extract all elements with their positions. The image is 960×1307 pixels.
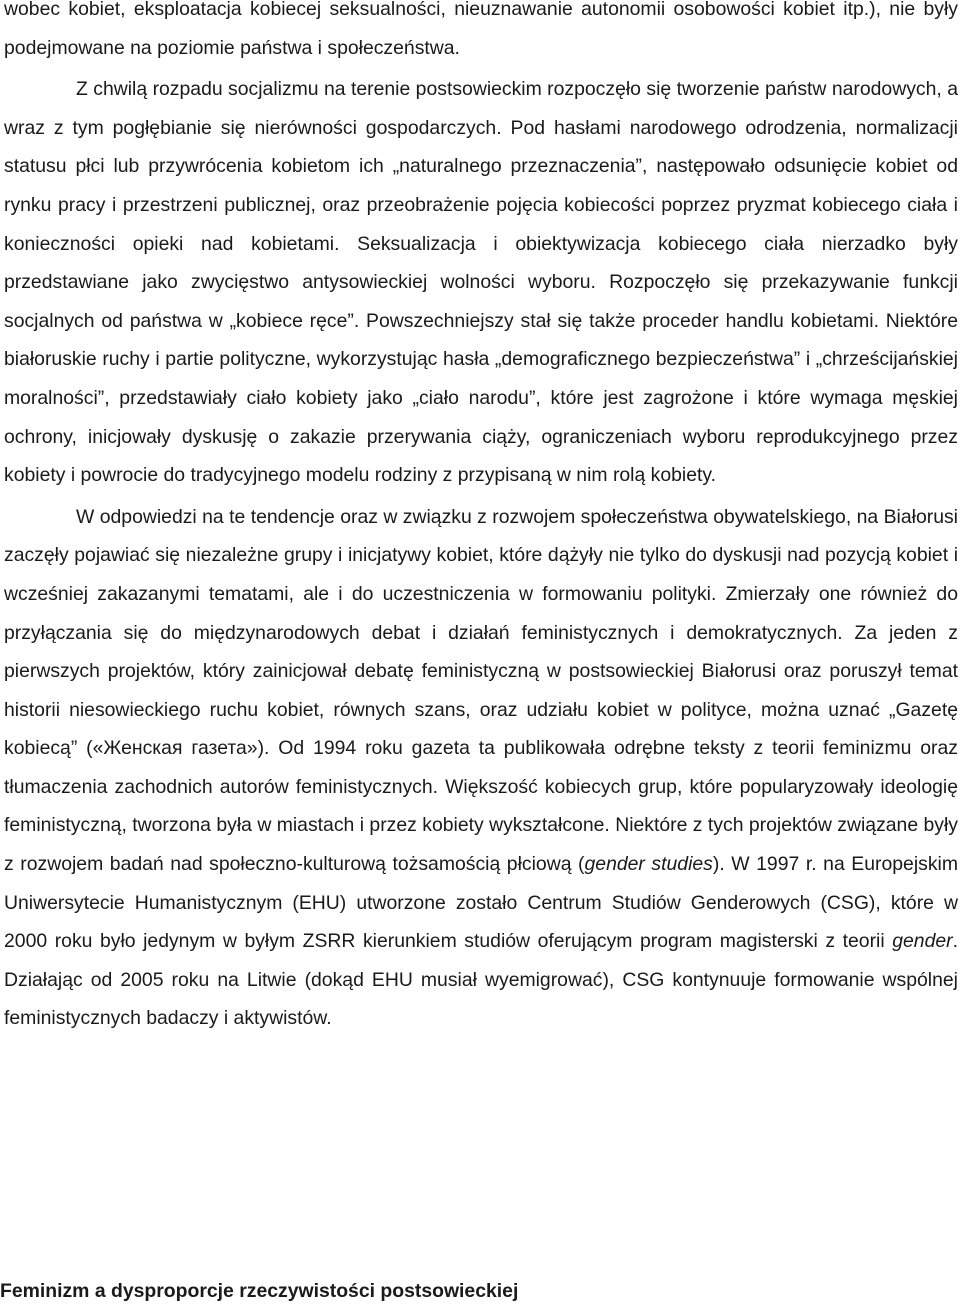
italic-term: gender studies [584,853,713,876]
document-page [4,0,958,1038]
italic-term: gender [892,930,953,953]
paragraph-text: ). W 1997 r. na Europejskim Uniwersytecie Humanistycznym (EHU) utworzone zostało Centrum Studiów Genderowych (CSG), które w 2000 roku było jedynym w byłym ZSRR kierunkiem studiów oferującym program magisterski z teorii [4,853,958,953]
paragraph-text: . Działając od 2005 roku na Litwie (dokąd EHU musiał wyemigrować), CSG kontynuuje formowanie wspólnej feministycznych badaczy i aktywistów. [4,930,958,1030]
paragraph-civil-society [4,498,958,1038]
paragraph-socialism-collapse: Z chwilą rozpadu socjalizmu na terenie postsowieckim rozpoczęło się tworzenie państw narodowych, a wraz z tym pogłębianie się nierówności gospodarczych. Pod hasłami narodowego odrodzenia, normalizacji statusu płci lub przywrócenia kobietom ich „naturalnego przeznaczenia”, następowało odsunięcie kobiet od rynku pracy i przestrzeni publicznej, oraz przeobrażenie pojęcia kobiecości poprzez pryzmat kobiecego ciała i konieczności opieki nad kobietami. Seksualizacja i obiektywizacja kobiecego ciała nierzadko były przedstawiane jako zwycięstwo antysowieckiej wolności wyboru. Rozpoczęło się przekazywanie funkcji socjalnych od państwa w „kobiece ręce”. Powszechniejszy stał się także proceder handlu kobietami. Niektóre białoruskie ruchy i partie polityczne, wykorzystując hasła „demograficznego bezpieczeństwa” i „chrześcijańskiej moralności”, przedstawiały ciało kobiety jako „ciało narodu”, które jest zagrożone i które wymaga męskiej ochrony, inicjowały dyskusję o zakazie przerywania ciąży, ograniczeniach wyboru reprodukcyjnego przez kobiety i powrocie do tradycyjnego modelu rodziny z przypisaną w nim rolą kobiety. [4,78,958,487]
paragraph-text: W odpowiedzi na te tendencje oraz w związku z rozwojem społeczeństwa obywatelskiego, na Białorusi zaczęły pojawiać się niezależne grupy i inicjatywy kobiet, które dążyły nie tylko do dyskusji nad pozycją kobiet i wcześniej zakazanymi tematami, ale i do uczestniczenia w formowaniu polityki. Zmierzały one również do przyłączania się do międzynarodowych debat i działań feministycznych i demokratycznych. Za jeden z pierwszych projektów, który zainicjował debatę feministyczną w postsowieckiej Białorusi oraz poruszył temat historii niesowieckiego ruchu kobiet, równych szans, oraz udziału kobiet w polityce, można uznać „Gazetę kobiecą” («Женская газета»). Od 1994 roku gazeta ta publikowała odrębne teksty z teorii feminizmu oraz tłumaczenia zachodnich autorów feministycznych. Większość kobiecych grup, które popularyzowały ideologię feministyczną, tworzona była w miastach i przez kobiety wykształcone. Niektóre z tych projektów związane były z rozwojem badań nad społeczno-kulturową tożsamością płciową ( [4,505,958,876]
section-heading: Feminizm a dysproporcje rzeczywistości postsowieckiej [0,1280,519,1302]
paragraph-continuation: wobec kobiet, eksploatacja kobiecej seksualności, nieuznawanie autonomii osobowości kobiet itp.), nie były podejmowane na poziomie państwa i społeczeństwa. [4,0,958,59]
